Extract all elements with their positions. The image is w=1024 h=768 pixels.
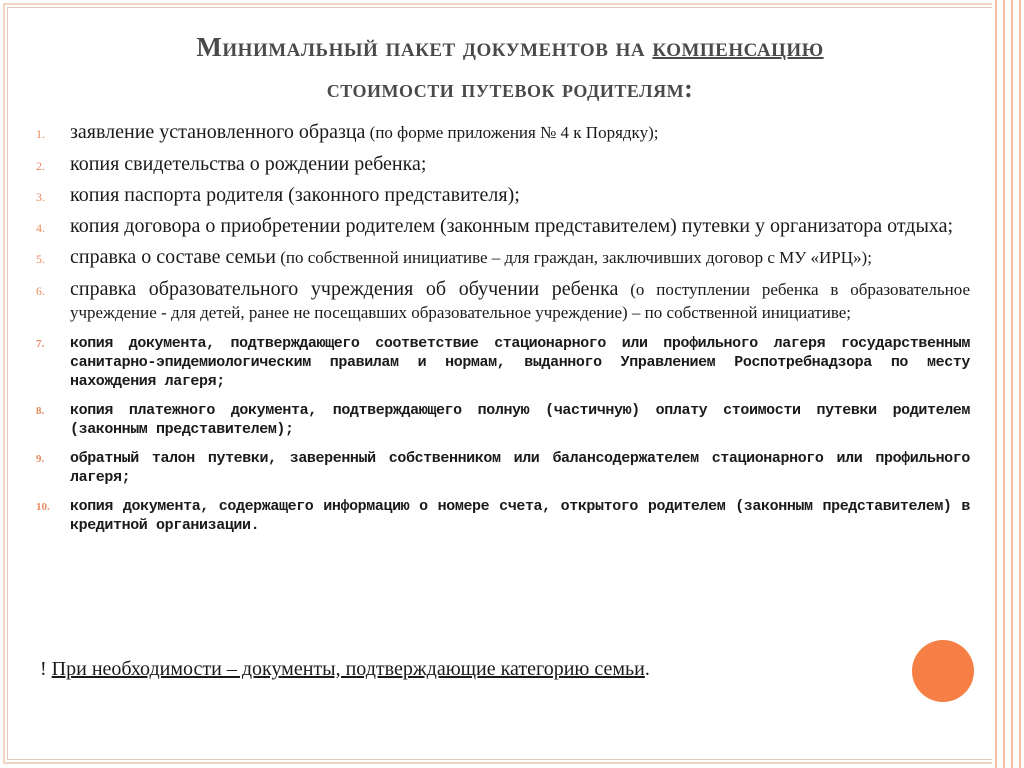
- item-number: 8.: [36, 405, 45, 417]
- list-item-8: [36, 401, 970, 439]
- decorative-stripes: [992, 0, 1024, 768]
- list-item-1: [36, 121, 970, 144]
- list-item-2: [36, 153, 970, 175]
- item-number: 5.: [36, 252, 45, 266]
- item-number: 6.: [36, 284, 45, 298]
- item-text: копия свидетельства о рождении ребенка;: [70, 153, 427, 175]
- item-number: 2.: [36, 159, 45, 173]
- item-text: копия документа, подтверждающего соответствие стационарного или профильного лагеря государственным санитарно-эпидемиологическим правилам и нормам, выданного Управлением Роспотребнадзора по месту нахождения лагеря;: [70, 335, 970, 390]
- item-text: копия договора о приобретении родителем (законным представителем) путевки у организатора отдыха;: [70, 215, 954, 237]
- list-item-6: [36, 278, 970, 324]
- item-text: заявление установленного образца (по форме приложения № 4 к Порядку);: [70, 121, 659, 143]
- item-number: 7.: [36, 338, 45, 350]
- note-end: .: [644, 658, 650, 680]
- footnote: [40, 657, 650, 681]
- item-text: копия паспорта родителя (законного представителя);: [70, 184, 520, 206]
- note-mark: !: [40, 658, 52, 680]
- item-number: 1.: [36, 127, 45, 141]
- title-line-1: [70, 27, 950, 67]
- item-text: копия платежного документа, подтверждающего полную (частичную) оплату стоимости путевки родителем (законным представителем);: [70, 402, 970, 438]
- note-text: При необходимости – документы, подтверждающие категорию семьи: [51, 658, 645, 680]
- decorative-circle: [912, 640, 974, 702]
- item-number: 10.: [36, 501, 50, 513]
- item-text: обратный талон путевки, заверенный собственником или балансодержателем стационарного или профильного лагеря;: [70, 450, 970, 486]
- item-text: копия документа, содержащего информацию о номере счета, открытого родителем (законным представителем) в кредитной организации.: [70, 498, 970, 534]
- item-text: справка образовательного учреждения об обучении ребенка (о поступлении ребенка в образовательное учреждение - для детей, ранее не посещавших образовательное учреждение) – по собственной инициативе;: [70, 278, 970, 322]
- list-item-4: [36, 215, 970, 237]
- slide-title: [70, 27, 950, 109]
- item-number: 3.: [36, 190, 45, 204]
- documents-list: [36, 121, 970, 535]
- list-item-10: [36, 497, 970, 535]
- list-item-5: [36, 246, 970, 269]
- list-item-9: [36, 449, 970, 487]
- list-item-3: [36, 184, 970, 206]
- title-line-2: стоимости путевок родителям:: [326, 74, 694, 103]
- list-item-7: [36, 334, 970, 391]
- title-prefix: Минимальный пакет документов на: [196, 32, 653, 62]
- title-underlined-word: компенсацию: [652, 32, 824, 62]
- item-text: справка о составе семьи (по собственной инициативе – для граждан, заключивших договор с МУ «ИРЦ»);: [70, 246, 872, 268]
- item-number: 9.: [36, 453, 45, 465]
- item-number: 4.: [36, 221, 45, 235]
